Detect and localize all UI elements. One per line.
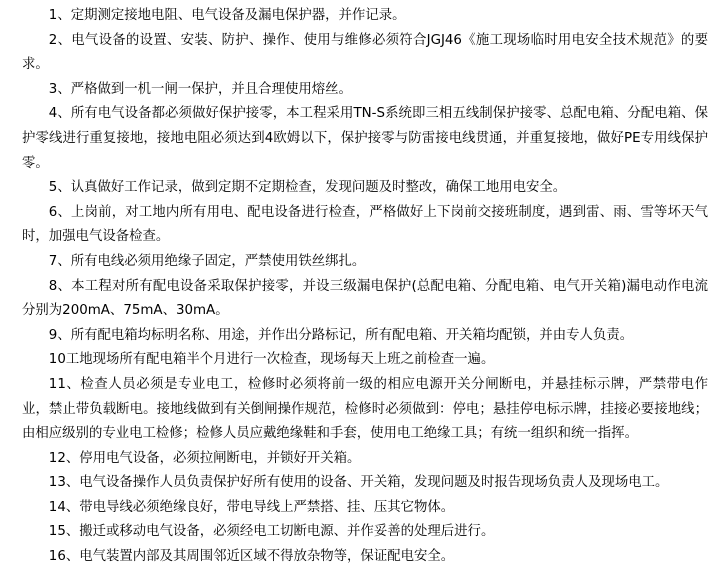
rule-paragraph-4: 4、所有电气设备都必须做好保护接零，本工程采用TN-S系统即三相五线制保护接零、总配电箱、分配电箱、保护零线进行重复接地，接地电阻必须达到4欧姆以下，保护接零与防雷接电线贯通，并重复接地，做好PE专用线保护零。 — [22, 106, 708, 171]
rule-paragraph-16: 16、电气装置内部及其周围邻近区域不得放杂物等，保证配电安全。 — [48, 549, 455, 565]
rule-paragraph-9: 9、所有配电箱均标明名称、用途，并作出分路标记，所有配电箱、开关箱均配锁，并由专人负责。 — [48, 327, 634, 343]
rule-paragraph-1: 1、定期测定接地电阻、电气设备及漏电保护器，并作记录。 — [48, 8, 406, 23]
rule-paragraph-12: 12、停用电气设备，必须拉闸断电，并锁好开关箱。 — [48, 450, 361, 466]
rule-paragraph-8: 8、本工程对所有配电设备采取保护接零，并设三级漏电保护(总配电箱、分配电箱、电气开关箱)漏电动作电流分别为200mA、75mA、30mA。 — [22, 278, 708, 319]
rule-paragraph-11: 11、检查人员必须是专业电工，检修时必须将前一级的相应电源开关分闸断电，并悬挂标示牌，严禁带电作业，禁止带负载断电。接地线做到有关倒闸操作规范，检修时必须做到：停电；悬挂停电标示牌，挂接必要接地线；由相应级别的专业电工检修；检修人员应戴绝缘鞋和手套，使用电工绝缘工具；有统一组织和统一指挥。 — [22, 376, 708, 442]
rule-paragraph-5: 5、认真做好工作记录，做到定期不定期检查，发现问题及时整改，确保工地用电安全。 — [48, 180, 567, 196]
rule-paragraph-3: 3、严格做到一机一闸一保护，并且合理使用熔丝。 — [48, 81, 352, 97]
rule-paragraph-10: 10工地现场所有配电箱半个月进行一次检查，现场每天上班之前检查一遍。 — [48, 352, 495, 368]
rule-paragraph-15: 15、搬迁或移动电气设备，必须经电工切断电源、并作妥善的处理后进行。 — [48, 524, 495, 540]
rule-paragraph-13: 13、电气设备操作人员负责保护好所有使用的设备、开关箱，发现问题及时报告现场负责人及现场电工。 — [48, 475, 669, 491]
rule-paragraph-6: 6、上岗前，对工地内所有用电、配电设备进行检查，严格做好上下岗前交接班制度，遇到雷、雨、雪等坏天气时，加强电气设备检查。 — [22, 204, 708, 245]
rule-paragraph-7: 7、所有电线必须用绝缘子固定，严禁使用铁丝绑扎。 — [48, 253, 366, 269]
rule-paragraph-14: 14、带电导线必须绝缘良好，带电导线上严禁搭、挂、压其它物体。 — [48, 499, 455, 515]
rule-paragraph-2: 2、电气设备的设置、安装、防护、操作、使用与维修必须符合JGJ46《施工现场临时用电安全技术规范》的要求。 — [22, 32, 708, 73]
